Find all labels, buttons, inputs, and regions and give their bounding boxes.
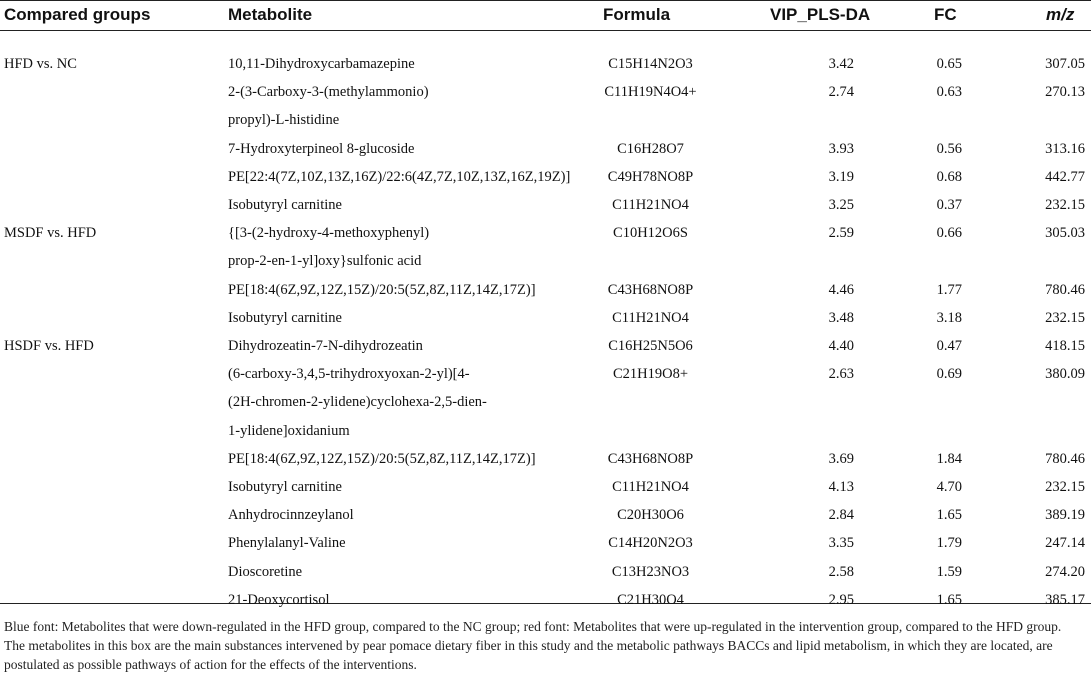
cell-formula: C16H28O7 xyxy=(617,140,684,157)
cell-vip: 2.59 xyxy=(828,225,854,242)
header-mz: m/z xyxy=(1046,5,1075,24)
cell-mz: 232.15 xyxy=(1045,479,1085,495)
cell-metabolite: 7-Hydroxyterpineol 8-glucoside xyxy=(228,140,415,157)
cell-formula: C21H30O4 xyxy=(617,591,684,608)
cell-formula: C10H12O6S xyxy=(613,225,688,242)
cell-mz: 780.46 xyxy=(1045,281,1085,298)
cell-vip: 2.74 xyxy=(828,84,854,101)
cell-mz: 247.14 xyxy=(1045,535,1085,552)
cell-mz: 232.15 xyxy=(1045,197,1085,213)
header-vip: VIP_PLS-DA xyxy=(770,5,871,24)
cell-metabolite: (2H-chromen-2-ylidene)cyclohexa-2,5-dien- xyxy=(228,394,487,411)
cell-fc: 0.63 xyxy=(936,84,962,101)
cell-formula: C11H21NO4 xyxy=(612,197,689,213)
cell-mz: 270.13 xyxy=(1045,84,1085,101)
cell-metabolite: Isobutyryl carnitine xyxy=(228,197,342,213)
header-metabolite: Metabolite xyxy=(228,5,313,24)
header-rule xyxy=(0,30,1091,31)
header-compared-groups: Compared groups xyxy=(4,5,151,24)
cell-formula: C21H19O8+ xyxy=(612,366,689,383)
cell-formula: C20H30O6 xyxy=(617,507,684,524)
cell-vip: 4.40 xyxy=(828,338,854,354)
cell-metabolite: prop-2-en-1-yl]oxy}sulfonic acid xyxy=(228,253,422,270)
cell-metabolite: Anhydrocinnzeylanol xyxy=(228,507,354,524)
cell-mz: 305.03 xyxy=(1045,225,1085,242)
cell-fc: 1.65 xyxy=(936,507,962,524)
cell-metabolite: PE[18:4(6Z,9Z,12Z,15Z)/20:5(5Z,8Z,11Z,14Z,17Z)] xyxy=(228,281,536,298)
cell-fc: 1.77 xyxy=(936,281,962,298)
cell-fc: 0.69 xyxy=(936,366,962,383)
cell-mz: 418.15 xyxy=(1045,338,1085,354)
cell-metabolite: Isobutyryl carnitine xyxy=(228,479,342,495)
cell-formula: C13H23NO3 xyxy=(611,563,690,580)
cell-formula: C11H21NO4 xyxy=(612,479,689,495)
cell-vip: 3.42 xyxy=(828,56,854,72)
cell-fc: 1.84 xyxy=(936,450,962,467)
cell-metabolite: PE[22:4(7Z,10Z,13Z,16Z)/22:6(4Z,7Z,10Z,13Z,16Z,19Z)] xyxy=(228,168,571,185)
cell-vip: 2.84 xyxy=(828,507,854,524)
cell-fc: 1.65 xyxy=(936,591,962,608)
cell-vip: 2.63 xyxy=(828,366,854,383)
cell-vip: 3.19 xyxy=(828,168,854,185)
cell-fc: 0.56 xyxy=(936,140,962,157)
header-formula: Formula xyxy=(603,5,671,24)
cell-formula: C15H14N2O3 xyxy=(608,56,693,72)
cell-mz: 313.16 xyxy=(1045,140,1085,157)
cell-formula: C14H20N2O3 xyxy=(608,535,693,552)
cell-compared-group: HSDF vs. HFD xyxy=(4,338,94,354)
cell-fc: 1.79 xyxy=(936,535,962,552)
cell-fc: 0.37 xyxy=(936,197,962,213)
cell-vip: 3.93 xyxy=(828,140,854,157)
cell-vip: 4.46 xyxy=(828,281,854,298)
cell-metabolite: 1-ylidene]oxidanium xyxy=(228,422,350,439)
cell-mz: 385.17 xyxy=(1045,591,1085,608)
cell-metabolite: propyl)-L-histidine xyxy=(228,112,340,129)
cell-metabolite: 2-(3-Carboxy-3-(methylammonio) xyxy=(228,84,429,101)
cell-fc: 0.47 xyxy=(936,338,962,354)
cell-vip: 3.35 xyxy=(828,535,854,552)
cell-metabolite: 10,11-Dihydroxycarbamazepine xyxy=(228,56,415,72)
cell-metabolite: Phenylalanyl-Valine xyxy=(228,535,346,552)
header-fc: FC xyxy=(934,5,957,24)
top-rule xyxy=(0,0,1091,1)
cell-fc: 3.18 xyxy=(936,309,962,326)
cell-fc: 0.66 xyxy=(936,225,962,242)
cell-fc: 0.65 xyxy=(936,56,962,72)
cell-mz: 274.20 xyxy=(1045,563,1085,580)
cell-metabolite: 21-Deoxycortisol xyxy=(228,591,330,608)
cell-vip: 2.95 xyxy=(828,591,854,608)
cell-fc: 1.59 xyxy=(936,563,962,580)
cell-metabolite: Dihydrozeatin-7-N-dihydrozeatin xyxy=(228,338,423,354)
cell-fc: 4.70 xyxy=(936,479,962,495)
cell-metabolite: {[3-(2-hydroxy-4-methoxyphenyl) xyxy=(228,225,430,242)
cell-mz: 780.46 xyxy=(1045,450,1085,467)
cell-vip: 3.25 xyxy=(828,197,854,213)
cell-metabolite: Dioscoretine xyxy=(228,563,303,580)
cell-vip: 2.58 xyxy=(828,563,854,580)
cell-formula: C43H68NO8P xyxy=(607,281,694,298)
cell-formula: C11H19N4O4+ xyxy=(604,84,697,101)
cell-metabolite: (6-carboxy-3,4,5-trihydroxyoxan-2-yl)[4- xyxy=(228,366,470,383)
cell-formula: C16H25N5O6 xyxy=(608,338,693,354)
cell-formula: C49H78NO8P xyxy=(607,168,694,185)
cell-mz: 442.77 xyxy=(1045,168,1085,185)
cell-metabolite: Isobutyryl carnitine xyxy=(228,309,342,326)
cell-vip: 3.48 xyxy=(828,309,854,326)
cell-compared-group: HFD vs. NC xyxy=(4,56,77,72)
cell-metabolite: PE[18:4(6Z,9Z,12Z,15Z)/20:5(5Z,8Z,11Z,14Z,17Z)] xyxy=(228,450,536,467)
table-footnote: Blue font: Metabolites that were down-regulated in the HFD group, compared to the NC group; red font: Metabolites that were up-regulated in the intervention group, compared to the HFD group. The metabolites in this box are the main substances intervened by pear pomace dietary fiber in this study and the metabolic pathways BACCs and lipid metabolism, in which they are located, are postulated as possible pathways of action for the effects of the interventions. xyxy=(4,619,1062,672)
cell-mz: 232.15 xyxy=(1045,309,1085,326)
cell-mz: 389.19 xyxy=(1045,507,1085,524)
cell-fc: 0.68 xyxy=(936,168,962,185)
cell-mz: 380.09 xyxy=(1045,366,1085,383)
cell-compared-group: MSDF vs. HFD xyxy=(4,225,97,242)
cell-formula: C43H68NO8P xyxy=(607,450,694,467)
cell-vip: 4.13 xyxy=(828,479,854,495)
cell-formula: C11H21NO4 xyxy=(612,309,689,326)
cell-vip: 3.69 xyxy=(828,450,854,467)
cell-mz: 307.05 xyxy=(1045,56,1085,72)
